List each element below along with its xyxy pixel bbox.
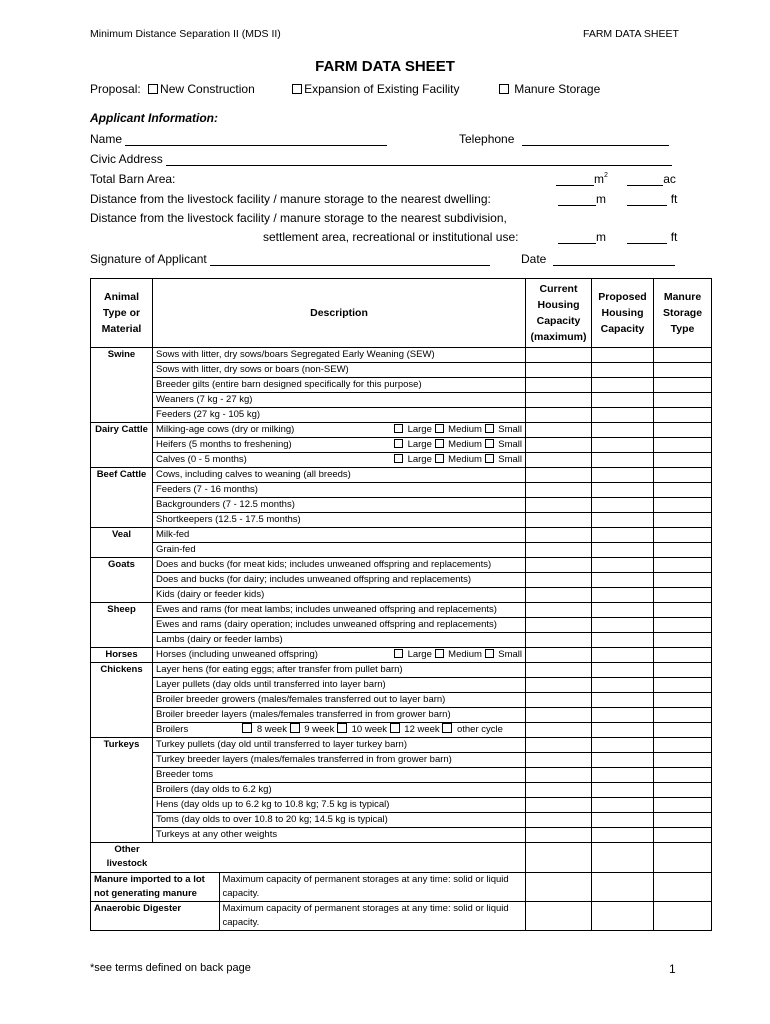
cell-storage[interactable]	[654, 423, 712, 438]
civic-label: Civic Address	[90, 152, 163, 166]
row-desc: Shortkeepers (12.5 - 17.5 months)	[153, 513, 526, 528]
cell-current[interactable]	[526, 438, 592, 453]
name-label: Name	[90, 132, 123, 146]
cell-current[interactable]	[526, 873, 592, 902]
dist-subdivision-fields	[558, 230, 677, 244]
cell-storage[interactable]	[654, 588, 712, 603]
row-desc: Milk-fed	[153, 528, 526, 543]
cell-storage[interactable]	[654, 393, 712, 408]
cell-proposed[interactable]	[592, 753, 654, 768]
cell-storage[interactable]	[654, 648, 712, 663]
cell-storage[interactable]	[654, 783, 712, 798]
dist-subdivision-label-1: Distance from the livestock facility / manure storage to the nearest subdivision,	[90, 211, 507, 225]
row-desc	[153, 438, 526, 453]
dist-subdivision-label-2: settlement area, recreational or institutional use:	[263, 230, 519, 244]
barn-area-label: Total Barn Area:	[90, 172, 176, 186]
footer-note: *see terms defined on back page	[90, 962, 251, 974]
farm-data-table	[90, 278, 712, 931]
cell-current[interactable]	[526, 828, 592, 843]
cat-goats: Goats	[91, 558, 153, 603]
cell-proposed[interactable]	[592, 588, 654, 603]
row-desc: Broiler breeder growers (males/females transferred out to layer barn)	[153, 693, 526, 708]
page-number: 1	[669, 962, 676, 976]
cell-storage[interactable]	[654, 753, 712, 768]
page-title: FARM DATA SHEET	[315, 58, 455, 75]
cell-current[interactable]	[526, 513, 592, 528]
size-medium: Medium	[448, 649, 482, 660]
cell-current[interactable]	[526, 588, 592, 603]
cell-proposed[interactable]	[592, 438, 654, 453]
row-desc: Feeders (7 - 16 months)	[153, 483, 526, 498]
cat-swine: Swine	[91, 348, 153, 423]
cat-other-text: Other livestock	[106, 844, 148, 869]
row-desc: Hens (day olds up to 6.2 kg to 10.8 kg; 7.5 kg is typical)	[153, 798, 526, 813]
cell-proposed[interactable]	[592, 393, 654, 408]
cell-storage[interactable]	[654, 798, 712, 813]
cell-storage[interactable]	[654, 438, 712, 453]
cell-current[interactable]	[526, 693, 592, 708]
cell-proposed[interactable]	[592, 693, 654, 708]
row-desc: Broiler breeder layers (males/females transferred in from grower barn)	[153, 708, 526, 723]
date-row	[521, 252, 675, 266]
cell-proposed[interactable]	[592, 378, 654, 393]
cell-current[interactable]	[526, 543, 592, 558]
cell-storage[interactable]	[654, 693, 712, 708]
cat-chickens: Chickens	[91, 663, 153, 738]
row-desc: Does and bucks (for meat kids; includes unweaned offspring and replacements)	[153, 558, 526, 573]
cell-current[interactable]	[526, 558, 592, 573]
barn-area-fields	[556, 172, 676, 186]
col-current-capacity: Current Housing Capacity (maximum)	[526, 279, 592, 348]
row-desc: Maximum capacity of permanent storages at any time: solid or liquid capacity.	[222, 903, 509, 928]
cell-current[interactable]	[526, 783, 592, 798]
date-field[interactable]	[553, 253, 675, 266]
name-field[interactable]	[125, 133, 387, 146]
unit-m: m	[594, 172, 604, 186]
row-desc	[153, 648, 526, 663]
row-desc: Kids (dairy or feeder kids)	[153, 588, 526, 603]
signature-field[interactable]	[210, 253, 490, 266]
cell-storage[interactable]	[654, 633, 712, 648]
civic-row	[90, 152, 672, 166]
cat-veal: Veal	[91, 528, 153, 558]
cycle-other: other cycle	[456, 724, 503, 735]
cell-current[interactable]	[526, 528, 592, 543]
new-construction-checkbox[interactable]	[148, 82, 255, 96]
cell-proposed[interactable]	[592, 408, 654, 423]
barn-area-m2-field[interactable]	[556, 173, 594, 186]
cycle-9-week: 9 week	[304, 724, 335, 735]
dist-dwelling-ft-field[interactable]	[627, 193, 667, 206]
row-desc: Feeders (27 kg - 105 kg)	[153, 408, 526, 423]
size-medium: Medium	[448, 424, 482, 435]
cell-proposed[interactable]	[592, 783, 654, 798]
proposal-row	[90, 82, 600, 96]
cell-storage[interactable]	[654, 513, 712, 528]
cell-proposed[interactable]	[592, 708, 654, 723]
cell-proposed[interactable]	[592, 678, 654, 693]
cell-current[interactable]	[526, 663, 592, 678]
cell-storage[interactable]	[654, 813, 712, 828]
row-desc: Toms (day olds to over 10.8 to 20 kg; 14.5 kg is typical)	[153, 813, 526, 828]
cell-proposed[interactable]	[592, 798, 654, 813]
cell-storage[interactable]	[654, 768, 712, 783]
cycle-10-week: 10 week	[351, 724, 388, 735]
cell-proposed[interactable]	[592, 513, 654, 528]
row-desc: Sows with litter, dry sows or boars (non-SEW)	[153, 363, 526, 378]
row-desc	[153, 723, 526, 738]
cell-proposed[interactable]	[592, 828, 654, 843]
row-desc-text: Milking-age cows (dry or milking)	[156, 424, 295, 435]
row-desc: Broilers (day olds to 6.2 kg)	[153, 783, 526, 798]
cell-storage[interactable]	[654, 378, 712, 393]
row-desc: Turkey pullets (day old until transferred to layer turkey barn)	[153, 738, 526, 753]
cell-current[interactable]	[526, 573, 592, 588]
cell-current[interactable]	[526, 378, 592, 393]
cell-proposed[interactable]	[592, 423, 654, 438]
dist-dwelling-m-field[interactable]	[558, 193, 596, 206]
row-desc-text: Horses (including unweaned offspring)	[156, 649, 318, 660]
row-desc: Ewes and rams (dairy operation; includes unweaned offspring and replacements)	[153, 618, 526, 633]
cell-current[interactable]	[526, 408, 592, 423]
manure-import-row	[91, 873, 526, 902]
size-small: Small	[498, 424, 522, 435]
row-desc: Cows, including calves to weaning (all breeds)	[153, 468, 526, 483]
cell-proposed[interactable]	[592, 483, 654, 498]
cat-manure-imported: Manure imported to a lot not generating manure	[91, 873, 219, 901]
row-desc: Layer pullets (day olds until transferred into layer barn)	[153, 678, 526, 693]
row-desc: Ewes and rams (for meat lambs; includes unweaned offspring and replacements)	[153, 603, 526, 618]
proposal-label: Proposal:	[90, 82, 141, 96]
cell-storage[interactable]	[654, 348, 712, 363]
unit-m: m	[596, 230, 606, 244]
cat-beef: Beef Cattle	[91, 468, 153, 528]
cell-proposed[interactable]	[592, 843, 654, 873]
applicant-heading: Applicant Information:	[90, 111, 218, 125]
cat-other-livestock	[91, 843, 526, 873]
cell-current[interactable]	[526, 678, 592, 693]
cell-proposed[interactable]	[592, 738, 654, 753]
cell-current[interactable]	[526, 498, 592, 513]
row-desc: Grain-fed	[153, 543, 526, 558]
cell-proposed[interactable]	[592, 633, 654, 648]
cell-storage[interactable]	[654, 723, 712, 738]
cycle-12-week: 12 week	[404, 724, 440, 735]
cell-current[interactable]	[526, 603, 592, 618]
cell-current[interactable]	[526, 843, 592, 873]
table-header-row	[91, 279, 712, 348]
unit-ac: ac	[663, 172, 676, 186]
cell-proposed[interactable]	[592, 648, 654, 663]
name-row	[90, 132, 387, 146]
barn-area-ac-field[interactable]	[627, 173, 663, 186]
cat-sheep: Sheep	[91, 603, 153, 648]
cat-turkeys: Turkeys	[91, 738, 153, 843]
cell-proposed[interactable]	[592, 663, 654, 678]
size-large: Large	[407, 649, 432, 660]
row-desc: Weaners (7 kg - 27 kg)	[153, 393, 526, 408]
row-desc	[153, 423, 526, 438]
unit-ft: ft	[670, 192, 678, 206]
cell-current[interactable]	[526, 902, 592, 931]
dist-dwelling-fields	[558, 192, 677, 206]
cell-proposed[interactable]	[592, 498, 654, 513]
cat-anaerobic-digester: Anaerobic Digester	[91, 902, 219, 930]
telephone-label: Telephone	[459, 132, 515, 146]
cell-storage[interactable]	[654, 828, 712, 843]
row-desc: Does and bucks (for dairy; includes unweaned offspring and replacements)	[153, 573, 526, 588]
cell-proposed[interactable]	[592, 558, 654, 573]
signature-label: Signature of Applicant	[90, 252, 207, 266]
manure-storage-label: Manure Storage	[514, 82, 601, 96]
broiler-cycle-options[interactable]	[242, 724, 503, 735]
size-small: Small	[498, 454, 522, 465]
cell-current[interactable]	[526, 483, 592, 498]
cell-current[interactable]	[526, 708, 592, 723]
size-small: Small	[498, 649, 522, 660]
signature-row	[90, 252, 490, 266]
cell-current[interactable]	[526, 348, 592, 363]
cell-current[interactable]	[526, 468, 592, 483]
row-desc: Breeder toms	[153, 768, 526, 783]
cell-proposed[interactable]	[592, 363, 654, 378]
size-options[interactable]	[394, 648, 522, 662]
cat-horses: Horses	[91, 648, 153, 663]
size-medium: Medium	[448, 439, 482, 450]
cell-current[interactable]	[526, 363, 592, 378]
expansion-checkbox[interactable]	[292, 82, 459, 96]
cell-proposed[interactable]	[592, 768, 654, 783]
manure-storage-checkbox[interactable]	[499, 82, 600, 96]
cell-storage[interactable]	[654, 843, 712, 873]
cell-storage[interactable]	[654, 603, 712, 618]
row-desc: Sows with litter, dry sows/boars Segregated Early Weaning (SEW)	[153, 348, 526, 363]
cell-current[interactable]	[526, 633, 592, 648]
cell-proposed[interactable]	[592, 902, 654, 931]
cell-storage[interactable]	[654, 708, 712, 723]
cell-current[interactable]	[526, 618, 592, 633]
row-desc: Lambs (dairy or feeder lambs)	[153, 633, 526, 648]
cell-current[interactable]	[526, 393, 592, 408]
cat-dairy: Dairy Cattle	[91, 423, 153, 468]
size-large: Large	[407, 454, 432, 465]
row-desc	[153, 453, 526, 468]
cell-storage[interactable]	[654, 363, 712, 378]
cell-storage[interactable]	[654, 573, 712, 588]
cell-current[interactable]	[526, 648, 592, 663]
size-medium: Medium	[448, 454, 482, 465]
cell-storage[interactable]	[654, 618, 712, 633]
cell-proposed[interactable]	[592, 603, 654, 618]
cell-proposed[interactable]	[592, 813, 654, 828]
cell-current[interactable]	[526, 798, 592, 813]
cell-storage[interactable]	[654, 483, 712, 498]
cell-proposed[interactable]	[592, 528, 654, 543]
cell-proposed[interactable]	[592, 468, 654, 483]
size-large: Large	[407, 424, 432, 435]
digester-row	[91, 902, 526, 931]
cell-storage[interactable]	[654, 528, 712, 543]
size-options[interactable]	[394, 423, 522, 437]
col-animal-type: Animal Type or Material	[91, 279, 153, 348]
cell-proposed[interactable]	[592, 543, 654, 558]
cell-proposed[interactable]	[592, 348, 654, 363]
col-description: Description	[153, 279, 526, 348]
telephone-field[interactable]	[522, 133, 669, 146]
expansion-label: Expansion of Existing Facility	[304, 82, 460, 96]
cell-storage[interactable]	[654, 558, 712, 573]
cell-current[interactable]	[526, 723, 592, 738]
cell-storage[interactable]	[654, 498, 712, 513]
cell-current[interactable]	[526, 738, 592, 753]
cell-current[interactable]	[526, 813, 592, 828]
size-large: Large	[407, 439, 432, 450]
cell-storage[interactable]	[654, 663, 712, 678]
unit-ft: ft	[670, 230, 678, 244]
row-desc: Backgrounders (7 - 12.5 months)	[153, 498, 526, 513]
col-manure-storage-type: Manure Storage Type	[654, 279, 712, 348]
size-options[interactable]	[394, 453, 522, 467]
cell-current[interactable]	[526, 453, 592, 468]
new-construction-label: New Construction	[160, 82, 255, 96]
cell-storage[interactable]	[654, 678, 712, 693]
header-right: FARM DATA SHEET	[583, 28, 679, 40]
cell-proposed[interactable]	[592, 453, 654, 468]
unit-m2-sup: 2	[604, 172, 608, 179]
cycle-8-week: 8 week	[256, 724, 287, 735]
row-desc: Maximum capacity of permanent storages at any time: solid or liquid capacity.	[222, 874, 509, 899]
row-desc-text: Broilers	[156, 724, 189, 735]
telephone-row	[459, 132, 669, 146]
dist-subdivision-m-field[interactable]	[558, 231, 596, 244]
row-desc: Turkeys at any other weights	[153, 828, 526, 843]
cell-current[interactable]	[526, 768, 592, 783]
cell-storage[interactable]	[654, 543, 712, 558]
cell-storage[interactable]	[654, 738, 712, 753]
cell-storage[interactable]	[654, 873, 712, 902]
cell-storage[interactable]	[654, 902, 712, 931]
cell-storage[interactable]	[654, 453, 712, 468]
date-label: Date	[521, 252, 547, 266]
unit-m: m	[596, 192, 606, 206]
row-desc-text: Calves (0 - 5 months)	[156, 454, 247, 465]
cell-proposed[interactable]	[592, 618, 654, 633]
cell-storage[interactable]	[654, 468, 712, 483]
size-small: Small	[498, 439, 522, 450]
row-desc: Layer hens (for eating eggs; after transfer from pullet barn)	[153, 663, 526, 678]
row-desc-text: Heifers (5 months to freshening)	[156, 439, 292, 450]
cell-current[interactable]	[526, 423, 592, 438]
row-desc: Turkey breeder layers (males/females transferred in from grower barn)	[153, 753, 526, 768]
cell-current[interactable]	[526, 753, 592, 768]
civic-address-field[interactable]	[166, 153, 672, 166]
row-desc: Breeder gilts (entire barn designed specifically for this purpose)	[153, 378, 526, 393]
cell-proposed[interactable]	[592, 723, 654, 738]
col-proposed-capacity: Proposed Housing Capacity	[592, 279, 654, 348]
cell-proposed[interactable]	[592, 873, 654, 902]
size-options[interactable]	[394, 438, 522, 452]
cell-proposed[interactable]	[592, 573, 654, 588]
header-left: Minimum Distance Separation II (MDS II)	[90, 28, 281, 40]
dist-dwelling-label: Distance from the livestock facility / manure storage to the nearest dwelling:	[90, 192, 491, 206]
cell-storage[interactable]	[654, 408, 712, 423]
dist-subdivision-ft-field[interactable]	[627, 231, 667, 244]
